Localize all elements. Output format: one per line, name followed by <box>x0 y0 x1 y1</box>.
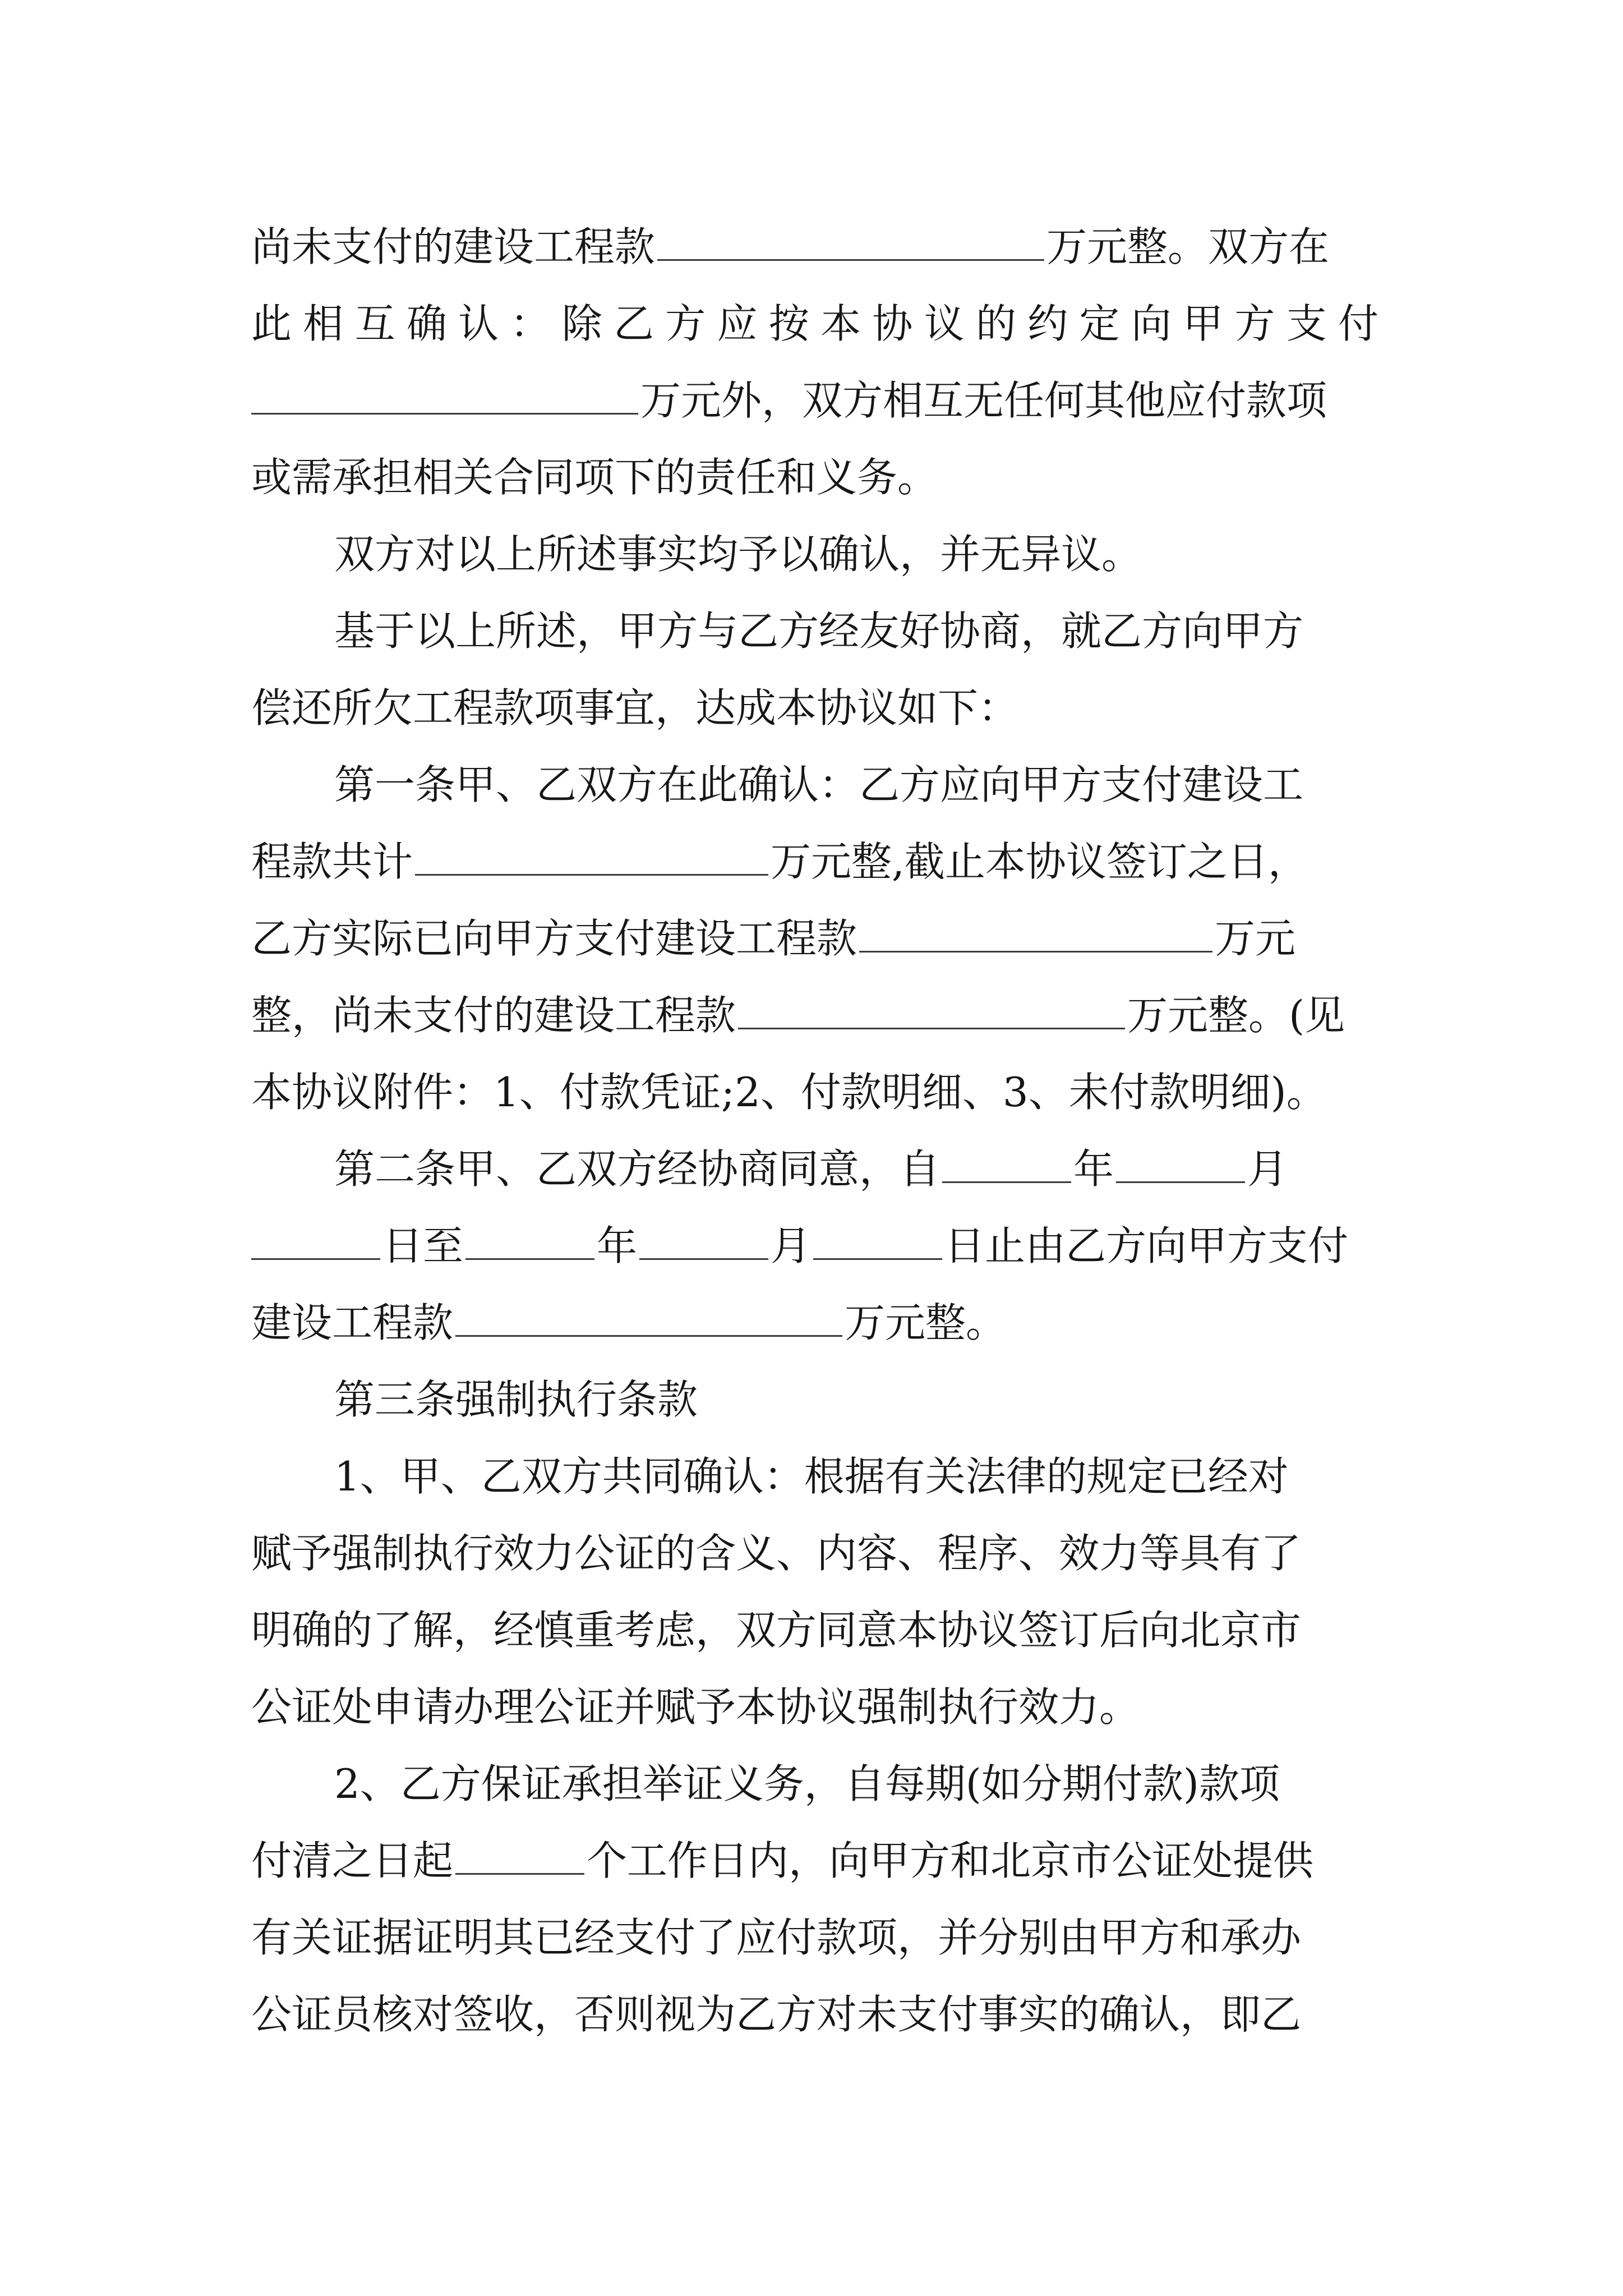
text-segment: 第二条甲、乙双方经协商同意，自 <box>334 1145 940 1193</box>
text-line: 公证处申请办理公证并赋予本协议强制执行效力。 <box>251 1683 1140 1731</box>
text-line: 2、乙方保证承担举证义务，自每期(如分期付款)款项 <box>334 1760 1280 1807</box>
text-segment: 乙方实际已向甲方支付建设工程款 <box>251 915 857 962</box>
blank-amount-outstanding <box>738 993 1125 1029</box>
blank-amount-payable <box>251 378 638 415</box>
text-segment: 日至 <box>382 1222 464 1269</box>
clause-1 <box>251 1438 1378 1746</box>
text-segment: 整，尚未支付的建设工程款 <box>251 992 736 1039</box>
text-line: 本协议附件：1、付款凭证;2、付款明细、3、未付款明细)。 <box>251 1069 1327 1116</box>
blank-amount-unpaid <box>657 224 1044 261</box>
blank-working-days <box>455 1838 584 1875</box>
text-segment: 年 <box>1073 1145 1114 1193</box>
text-segment: 个工作日内，向甲方和北京市公证处提供 <box>587 1837 1314 1884</box>
article-3-heading <box>251 1361 1378 1438</box>
text-segment: 建设工程款 <box>251 1299 454 1346</box>
text-line <box>251 362 1378 439</box>
text-segment: 月 <box>1247 1145 1288 1193</box>
blank-end-day <box>813 1223 942 1260</box>
text-line: 赋予强制执行效力公证的含义、内容、程序、效力等具有了 <box>251 1530 1302 1577</box>
text-line: 公证员核对签收，否则视为乙方对未支付事实的确认，即乙 <box>251 1991 1302 2038</box>
blank-start-year <box>942 1147 1071 1183</box>
text-segment: 万元外，双方相互无任何其他应付款项 <box>640 377 1327 424</box>
text-segment: 日止由乙方向甲方支付 <box>944 1222 1349 1269</box>
paragraph-confirmation <box>251 209 1378 516</box>
blank-amount-total <box>415 839 768 876</box>
text-line <box>251 1208 1378 1285</box>
text-line: 或需承担相关合同项下的责任和义务。 <box>251 454 938 501</box>
text-segment: 付清之日起 <box>251 1837 454 1884</box>
document-body <box>251 209 1378 2053</box>
text-line <box>251 823 1378 900</box>
paragraph-no-objection <box>251 516 1378 593</box>
text-line <box>251 900 1378 977</box>
text-segment: 程款共计 <box>251 838 413 885</box>
text-line: 第一条甲、乙双方在此确认：乙方应向甲方支付建设工 <box>334 761 1304 808</box>
text-line: 明确的了解，经慎重考虑，双方同意本协议签订后向北京市 <box>251 1607 1302 1654</box>
text-segment: 月 <box>771 1222 811 1269</box>
blank-start-month <box>1116 1147 1245 1183</box>
text-line <box>251 977 1378 1054</box>
blank-end-month <box>639 1223 768 1260</box>
text-line: 此相互确认：除乙方应按本协议的约定向甲方支付 <box>251 300 1378 347</box>
text-line <box>251 1285 1378 1361</box>
paragraph-preamble <box>251 593 1378 747</box>
text-line: 1、甲、乙双方共同确认：根据有关法律的规定已经对 <box>334 1453 1289 1500</box>
text-segment: 万元整,截止本协议签订之日， <box>771 838 1308 885</box>
article-1 <box>251 747 1378 1131</box>
text-segment: 万元整。双方在 <box>1046 223 1330 270</box>
text-line: 偿还所欠工程款项事宜，达成本协议如下： <box>251 684 1019 731</box>
text-line: 第三条强制执行条款 <box>334 1376 698 1423</box>
text-segment: 万元整。 <box>845 1299 1007 1346</box>
text-line: 基于以上所述，甲方与乙方经友好协商，就乙方向甲方 <box>334 608 1304 655</box>
text-line <box>251 1131 1378 1208</box>
article-2 <box>251 1131 1378 1361</box>
text-segment: 万元整。(见 <box>1127 992 1345 1039</box>
blank-end-year <box>465 1223 594 1260</box>
text-segment: 年 <box>597 1222 638 1269</box>
text-line: 有关证据证明其已经支付了应付款项，并分别由甲方和承办 <box>251 1914 1302 1961</box>
text-line <box>251 209 1378 286</box>
text-line: 双方对以上所述事实均予以确认，并无异议。 <box>334 531 1142 578</box>
blank-start-day <box>251 1223 380 1260</box>
clause-2 <box>251 1746 1378 2053</box>
text-segment: 尚未支付的建设工程款 <box>251 223 656 270</box>
blank-amount-paid <box>859 916 1212 953</box>
text-segment: 万元 <box>1215 915 1296 962</box>
blank-amount-installment <box>455 1300 842 1337</box>
text-line <box>251 1823 1378 1899</box>
